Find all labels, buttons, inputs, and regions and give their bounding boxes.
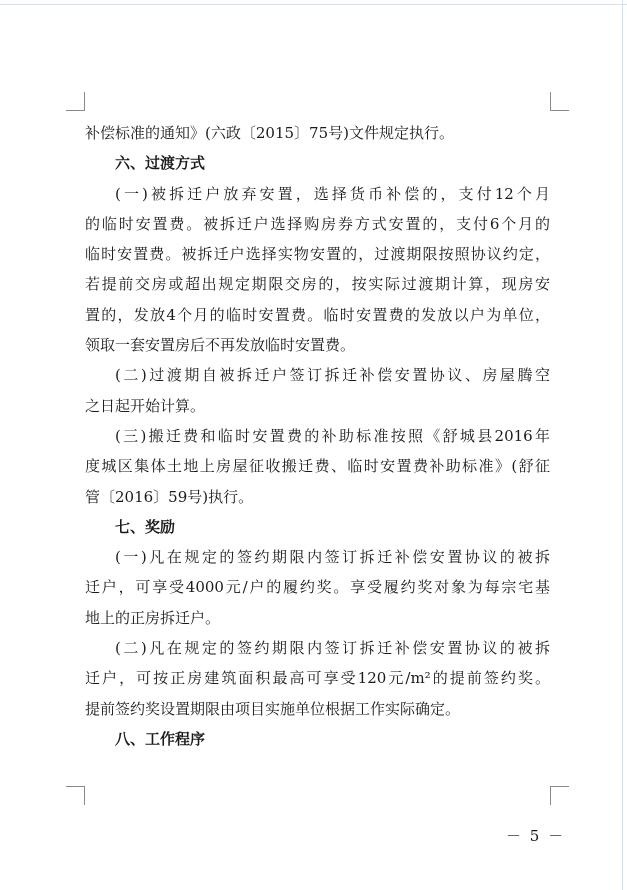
- crop-mark-bottom-right: [550, 786, 569, 805]
- paragraph-line: 之日起开始计算。: [85, 396, 206, 415]
- document-body: [85, 118, 550, 754]
- crop-mark-bottom-left: [66, 786, 85, 805]
- paragraph-line: 度城区集体土地上房屋征收搬迁费、临时安置费补助标准》(舒征: [85, 457, 550, 476]
- paragraph-line: 地上的正房拆迁户。: [85, 608, 221, 627]
- paragraph-line: 的临时安置费。被拆迁户选择购房券方式安置的，支付6个月的: [85, 214, 550, 233]
- paragraph-line: (一)被拆迁户放弃安置，选择货币补偿的，支付12个月: [115, 184, 550, 203]
- crop-mark-top-right: [550, 92, 569, 111]
- top-frame-line: [0, 4, 627, 5]
- paragraph-line: 提前签约奖设置期限由项目实施单位根据工作实际确定。: [85, 699, 461, 718]
- paragraph-line: (三)搬迁费和临时安置费的补助标准按照《舒城县2016年: [115, 426, 550, 445]
- section-heading: 八、工作程序: [115, 729, 206, 748]
- paragraph-line: (二)凡在规定的签约期限内签订拆迁补偿安置协议的被拆: [115, 639, 550, 658]
- section-heading: 七、奖励: [115, 517, 176, 536]
- right-frame-line: [622, 0, 623, 890]
- paragraph-line: 若提前交房或超出规定期限交房的，按实际过渡期计算，现房安: [85, 275, 550, 294]
- paragraph-line: (二)过渡期自被拆迁户签订拆迁补偿安置协议、房屋腾空: [115, 366, 550, 385]
- paragraph-line: 迁户，可按正房建筑面积最高可享受120元/m²的提前签约奖。: [85, 669, 550, 688]
- section-heading: 六、过渡方式: [115, 154, 206, 173]
- paragraph-line: 临时安置费。被拆迁户选择实物安置的，过渡期限按照协议约定，: [85, 245, 550, 264]
- page-number: － 5 －: [506, 827, 566, 845]
- paragraph-line: 领取一套安置房后不再发放临时安置费。: [85, 336, 356, 355]
- paragraph-line: 置的，发放4个月的临时安置费。临时安置费的发放以户为单位，: [85, 305, 550, 324]
- paragraph-line: 迁户，可享受4000元/户的履约奖。享受履约奖对象为每宗宅基: [85, 578, 550, 597]
- paragraph-line: 管〔2016〕59号)执行。: [85, 487, 254, 506]
- paragraph-line: (一)凡在规定的签约期限内签订拆迁补偿安置协议的被拆: [115, 548, 550, 567]
- paragraph-line: 补偿标准的通知》(六政〔2015〕75号)文件规定执行。: [85, 124, 454, 142]
- crop-mark-top-left: [66, 92, 85, 111]
